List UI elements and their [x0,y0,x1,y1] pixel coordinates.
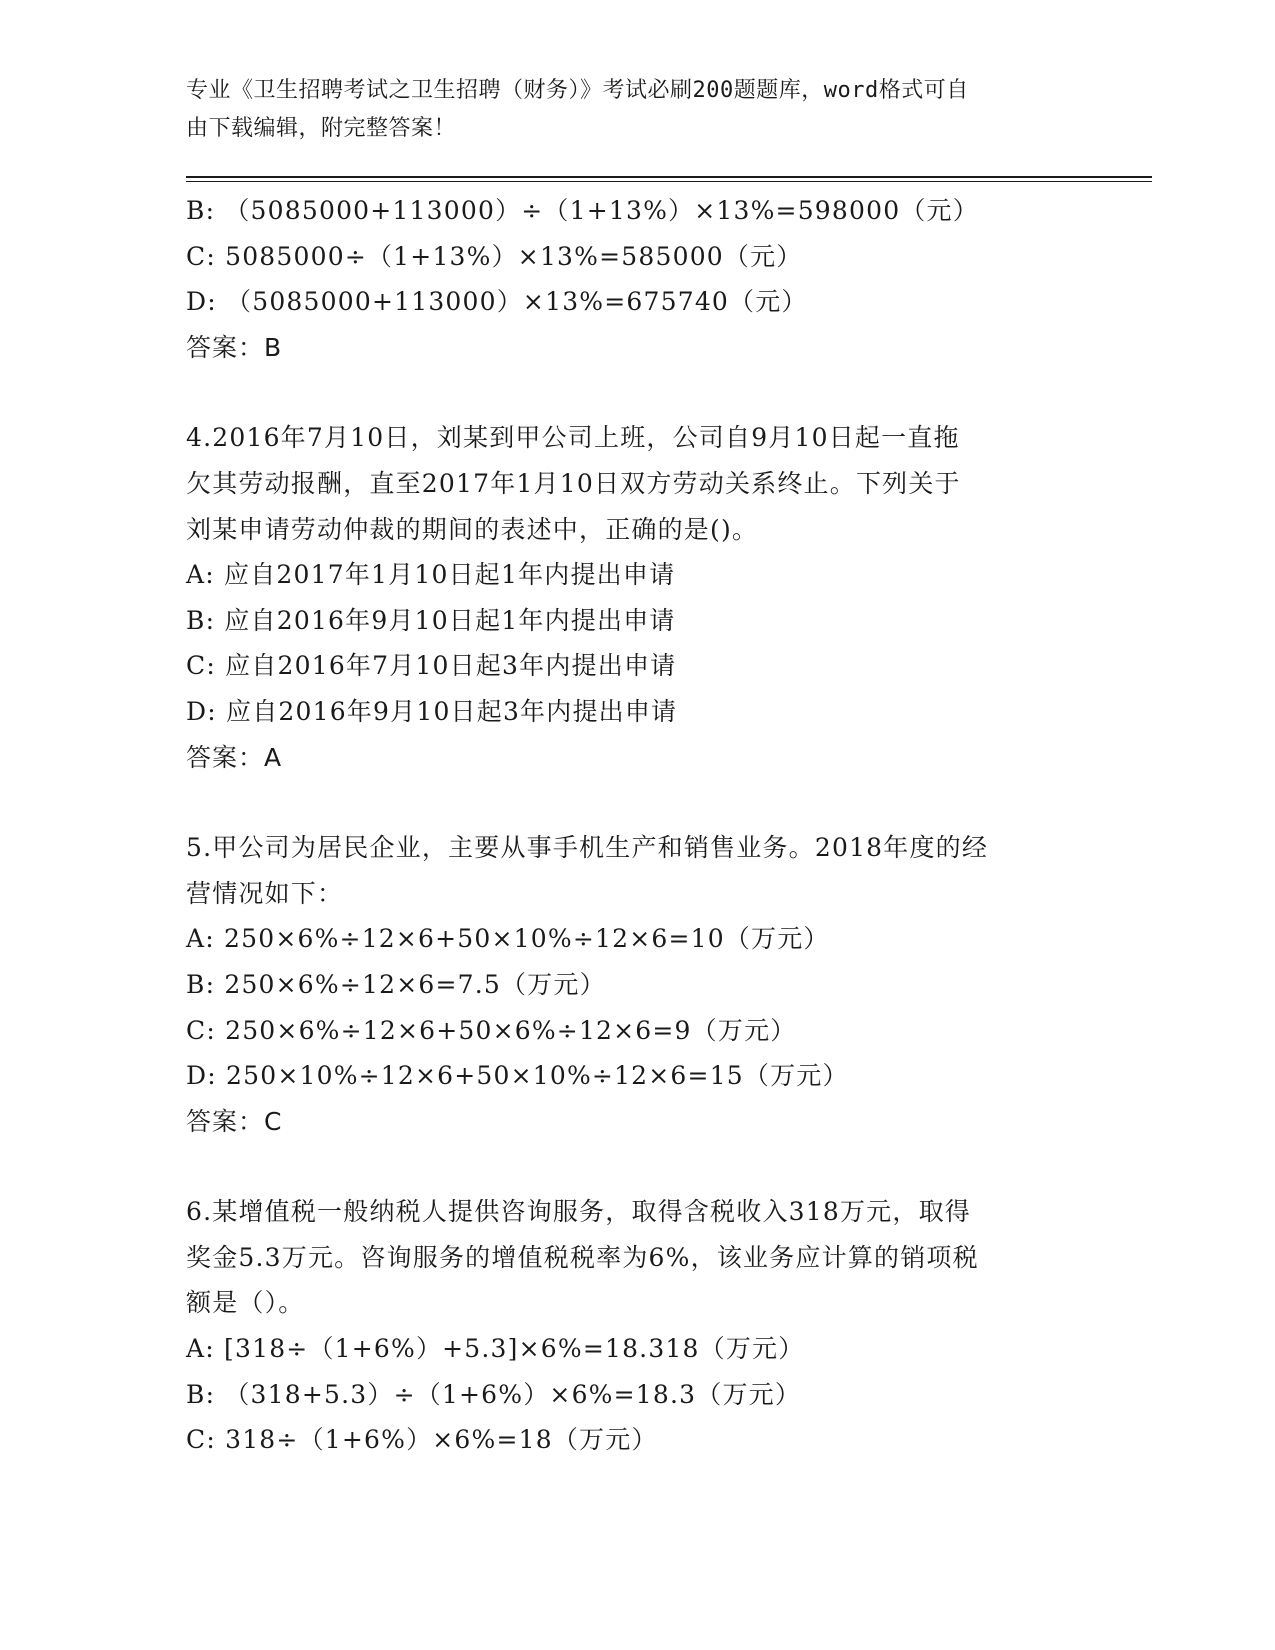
option-b: B: （318+5.3）÷（1+6%）×6%=18.3（万元） [186,1379,802,1409]
option-c: C: 318÷（1+6%）×6%=18（万元） [186,1425,658,1455]
header-line-1: 专业《卫生招聘考试之卫生招聘（财务）》考试必刷200题题库，word格式可自 [186,78,969,103]
question-stem-line: 6.某增值税一般纳税人提供咨询服务，取得含税收入318万元，取得 [186,1197,971,1227]
option-d: D: 应自2016年9月10日起3年内提出申请 [186,696,678,726]
question-3-tail [186,188,1066,370]
document-content [186,188,1066,1463]
question-stem-line: 欠其劳动报酬，直至2017年1月10日双方劳动关系终止。下列关于 [186,468,961,498]
answer-line: 答案：A [186,742,283,772]
question-stem-line: 5.甲公司为居民企业，主要从事手机生产和销售业务。2018年度的经 [186,833,989,863]
option-c: C: 250×6%÷12×6+50×6%÷12×6=9（万元） [186,1015,797,1045]
question-stem-line: 奖金5.3万元。咨询服务的增值税税率为6%，该业务应计算的销项税 [186,1242,979,1272]
header-rule-thick [186,176,1152,178]
option-d: D: （5085000+113000）×13%=675740（元） [186,287,808,317]
document-header [186,72,1066,148]
question-stem-line: 营情况如下： [186,878,344,908]
header-line-2: 由下载编辑，附完整答案！ [186,116,457,141]
question-5 [186,825,1066,1144]
option-c: C: 5085000÷（1+13%）×13%=585000（元） [186,241,803,271]
header-rule-thin [186,181,1152,182]
option-d: D: 250×10%÷12×6+50×10%÷12×6=15（万元） [186,1061,849,1091]
question-4 [186,415,1066,780]
question-stem-line: 刘某申请劳动仲裁的期间的表述中，正确的是()。 [186,514,759,544]
option-a: A: 250×6%÷12×6+50×10%÷12×6=10（万元） [186,924,830,954]
answer-line: 答案：B [186,332,283,362]
option-c: C: 应自2016年7月10日起3年内提出申请 [186,651,677,681]
question-stem-line: 额是（）。 [186,1288,305,1318]
question-6 [186,1189,1066,1463]
answer-line: 答案：C [186,1106,283,1136]
option-b: B: （5085000+113000）÷（1+13%）×13%=598000（元） [186,196,979,225]
option-a: A: [318÷（1+6%）+5.3]×6%=18.318（万元） [186,1334,805,1364]
option-b: B: 应自2016年9月10日起1年内提出申请 [186,605,676,635]
option-b: B: 250×6%÷12×6=7.5（万元） [186,969,606,999]
question-stem-line: 4.2016年7月10日，刘某到甲公司上班，公司自9月10日起一直拖 [186,423,960,453]
option-a: A: 应自2017年1月10日起1年内提出申请 [186,560,676,590]
